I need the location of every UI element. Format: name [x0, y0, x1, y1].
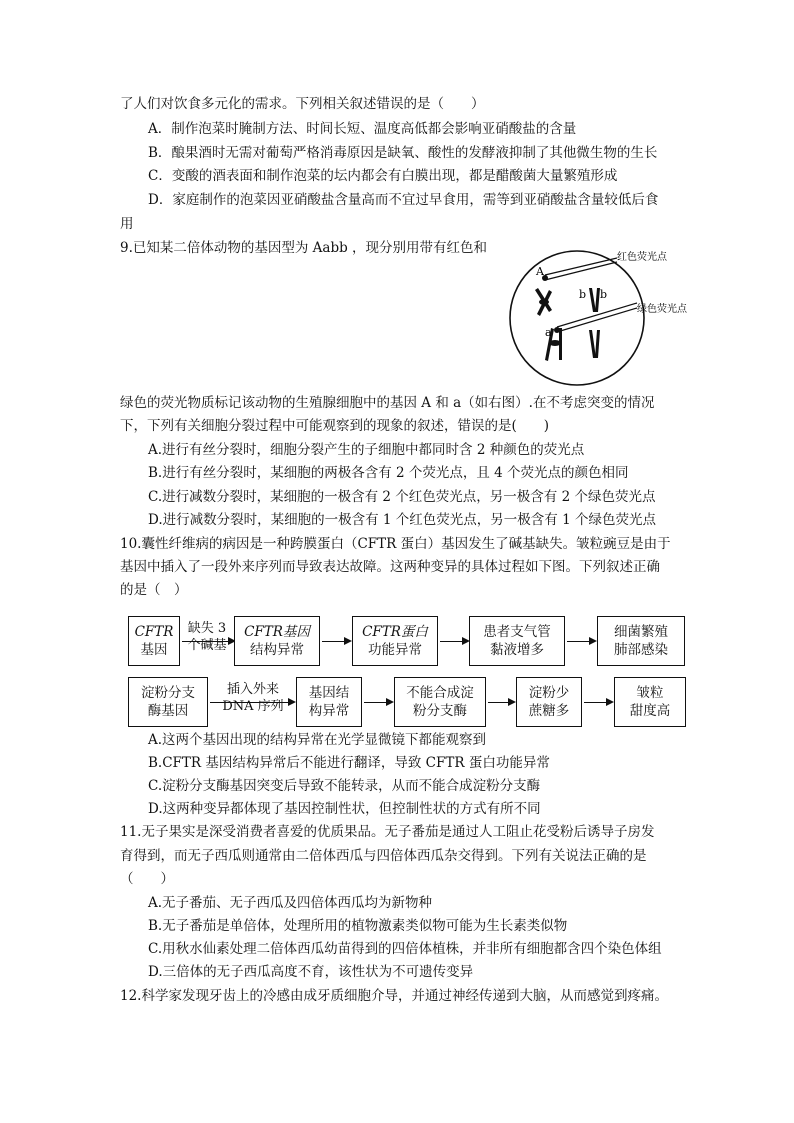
flow2-arrow-4: [584, 702, 612, 703]
gene-label-b-1: b: [579, 288, 587, 301]
flow1-gene-structure-box: CFTR基因 结构异常: [234, 616, 320, 666]
label-red-fluorescent: 红色荧光点: [617, 252, 667, 263]
q9-stem-line2: 绿色的荧光物质标记该动物的生殖腺细胞中的基因 A 和 a（如右图）.在不考虑突变的情况: [120, 395, 655, 411]
flow1-infection-box: 细菌繁殖 肺部感染: [597, 616, 685, 666]
cell-outline: [510, 251, 644, 385]
q11-option-c: C.用秋水仙素处理二倍体西瓜幼苗得到的四倍体植株，并非所有细胞都含四个染色体组: [148, 941, 662, 957]
flow1-arrow-2: [322, 641, 350, 642]
q11-stem-line1: 11.无子果实是深受消费者喜爱的优质果品。无子番茄是通过人工阻止花受粉后诱导子房发: [120, 824, 655, 840]
q10-option-c: C.淀粉分支酶基因突变后导致不能转录，从而不能合成淀粉分支酶: [148, 778, 541, 794]
q9-option-a: A.进行有丝分裂时，细胞分裂产生的子细胞中都同时含 2 种颜色的荧光点: [148, 442, 585, 458]
q9-cell-figure: [505, 240, 687, 390]
label-green-fluorescent: 绿色荧光点: [637, 304, 687, 315]
q8-option-a: A．制作泡菜时腌制方法、时间长短、温度高低都会影响亚硝酸盐的含量: [148, 121, 577, 137]
flow1-arrow-3: [440, 641, 468, 642]
q11-stem-line2: 育得到，而无子西瓜则通常由二倍体西瓜与四倍体西瓜杂交得到。下列有关说法正确的是: [120, 848, 647, 864]
flow2-structure-box: 基因结 构异常: [296, 677, 362, 727]
q10-option-d: D.这两种变异都体现了基因控制性状，但控制性状的方式有所不同: [148, 801, 541, 817]
q8-stem-tail: 了人们对饮食多元化的需求。下列相关叙述错误的是（ ）: [120, 96, 485, 112]
q8-option-c: C．变酸的酒表面和制作泡菜的坛内都会有白膜出现，都是醋酸菌大量繁殖形成: [148, 168, 618, 184]
gene-label-A: A: [536, 265, 544, 278]
q8-option-d: D．家庭制作的泡菜因亚硝酸盐含量高而不宜过早食用，需等到亚硝酸盐含量较低后食: [148, 192, 659, 208]
q10-option-a: A.这两个基因出现的结构异常在光学显微镜下都能观察到: [148, 732, 487, 748]
green-fluorescent-dot: [554, 327, 560, 333]
gene-label-a: a: [545, 326, 552, 339]
q11-option-a: A.无子番茄、无子西瓜及四倍体西瓜均为新物种: [148, 895, 433, 911]
q9-option-c: C.进行减数分裂时，某细胞的一极含有 2 个红色荧光点，另一极含有 2 个绿色荧光点: [148, 489, 656, 505]
q8-option-d-wrap: 用: [120, 216, 134, 232]
q9-stem-line1: 9.已知某二倍体动物的基因型为 Aabb ，现分别用带有红色和: [120, 240, 488, 256]
flow2-arrow-3: [488, 702, 514, 703]
q11-option-b: B.无子番茄是单倍体，处理所用的植物激素类似物可能为生长素类似物: [148, 918, 568, 934]
q11-option-d: D.三倍体的无子西瓜高度不育，该性状为不可遗传变异: [148, 964, 474, 980]
flow2-enzyme-gene-box: 淀粉分支 酶基因: [128, 677, 208, 727]
q8-option-b: B．酿果酒时无需对葡萄严格消毒原因是缺氧、酸性的发酵液抑制了其他微生物的生长: [148, 145, 658, 161]
q9-stem-line3: 下，下列有关细胞分裂过程中可能观察到的现象的叙述，错误的是( ): [120, 418, 550, 434]
q10-option-b: B.CFTR 基因结构异常后不能进行翻译，导致 CFTR 蛋白功能异常: [148, 755, 550, 771]
q10-stem-line1: 10.囊性纤维病的病因是一种跨膜蛋白（CFTR 蛋白）基因发生了碱基缺失。皱粒豌豆是由于: [120, 536, 671, 552]
q10-stem-line3: 的是（ ）: [120, 582, 188, 598]
flow2-arrow-1: [210, 702, 294, 703]
flow1-protein-box: CFTR蛋白 功能异常: [352, 616, 438, 666]
q9-option-b: B.进行有丝分裂时，某细胞的两极各含有 2 个荧光点，且 4 个荧光点的颜色相同: [148, 465, 629, 481]
flow1-deletion-label: 缺失 3 个碱基: [187, 621, 227, 653]
flow1-arrow-4: [567, 641, 595, 642]
flow2-starch-box: 淀粉少 蔗糖多: [516, 677, 582, 727]
flow2-insertion-label: 插入外来 DNA 序列: [222, 682, 284, 714]
q10-stem-line2: 基因中插入了一段外来序列而导致表达故障。这两种变异的具体过程如下图。下列叙述正确: [120, 559, 660, 575]
flow1-cftr-gene-box: CFTR 基因: [128, 616, 180, 666]
q11-stem-line3: （ ）: [120, 871, 174, 887]
flow2-arrow-2: [364, 702, 392, 703]
flow2-wrinkled-box: 皱粒 甜度高: [614, 677, 686, 727]
q12-stem-line1: 12.科学家发现牙齿上的冷感由成牙质细胞介导，并通过神经传递到大脑，从而感觉到疼痛。: [120, 988, 668, 1004]
flow1-mucus-box: 患者支气管 黏液增多: [469, 616, 565, 666]
flow1-arrow-1: [182, 641, 234, 642]
q9-option-d: D.进行减数分裂时，某细胞的一极含有 1 个红色荧光点，另一极含有 1 个绿色荧光点: [148, 512, 656, 528]
gene-label-b-2: b: [600, 288, 608, 301]
flow2-enzyme-box: 不能合成淀 粉分支酶: [394, 677, 486, 727]
